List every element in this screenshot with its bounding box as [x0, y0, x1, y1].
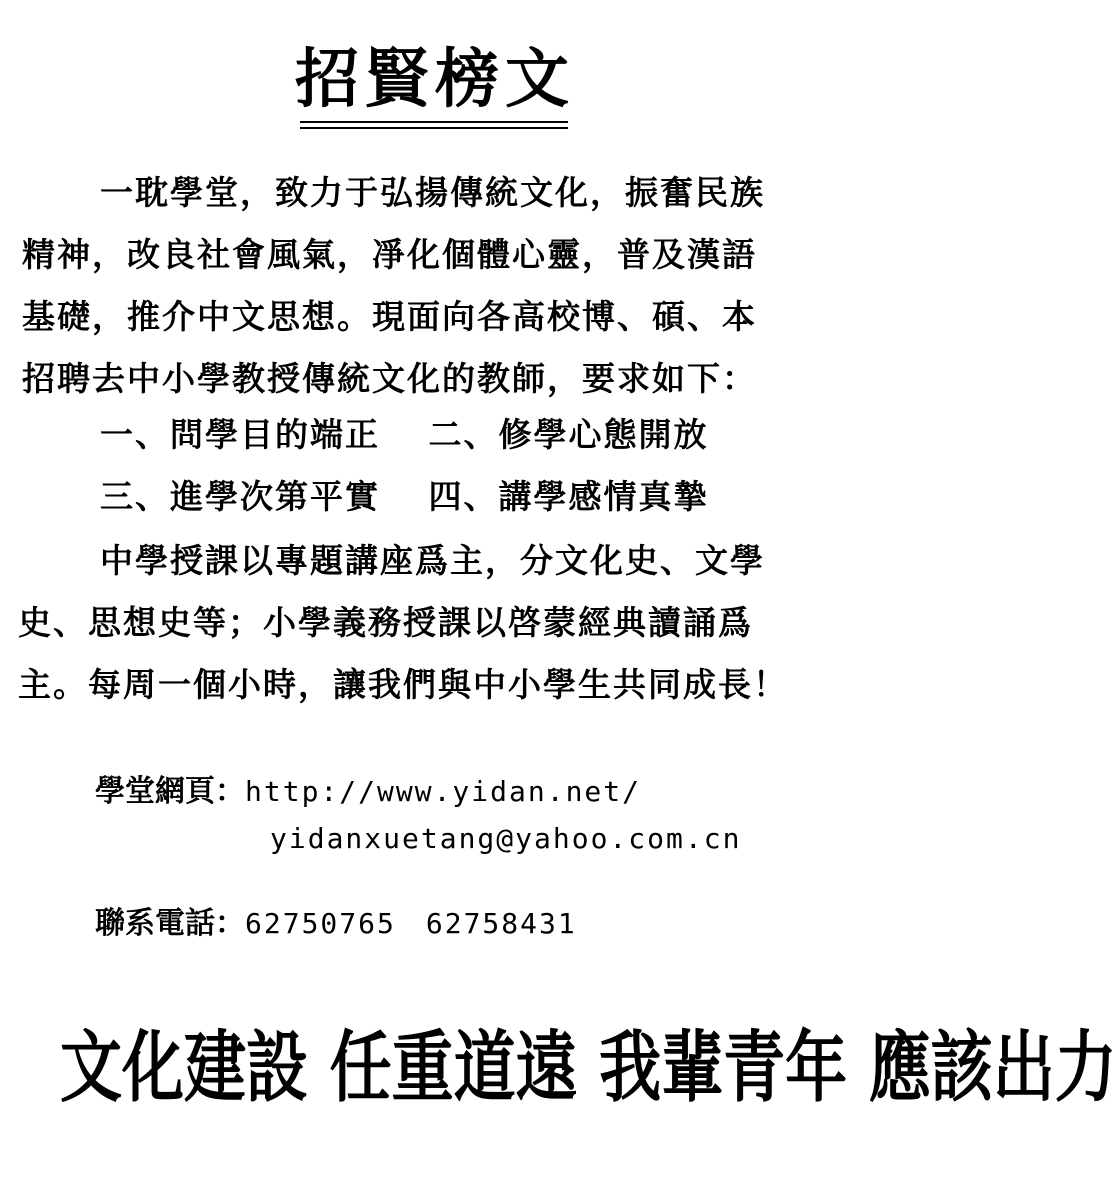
- requirements-list: [0, 404, 850, 528]
- intro-line: 招聘去中小學教授傳統文化的教師，要求如下：: [22, 359, 757, 398]
- email-row: [270, 822, 741, 856]
- details-line: 中學授課以專題講座爲主，分文化史、文學: [100, 541, 765, 580]
- phone-row: [95, 898, 577, 942]
- details-line: 史、思想史等；小學義務授課以啓蒙經典讀誦爲: [18, 603, 753, 642]
- page-title: 招賢榜文: [295, 43, 575, 117]
- website-link[interactable]: http://www.yidan.net/: [245, 775, 642, 808]
- intro-line: 精神，改良社會風氣，凈化個體心靈，普及漢語: [22, 235, 757, 274]
- details-paragraph: [0, 530, 850, 716]
- intro-paragraph: [0, 162, 850, 410]
- title-underline-top: [300, 121, 568, 123]
- slogan: 文化建設 任重道遠 我輩青年 應該出力: [60, 1021, 1117, 1113]
- intro-line: 一耽學堂，致力于弘揚傳統文化，振奮民族: [100, 173, 765, 212]
- phone-label: 聯系電話：: [95, 906, 245, 941]
- details-line: 主。每周一個小時，讓我們與中小學生共同成長！: [18, 665, 788, 704]
- website-label: 學堂網頁：: [95, 774, 245, 809]
- requirement-line: 一、問學目的端正 二、修學心態開放: [100, 415, 709, 454]
- intro-line: 基礎，推介中文思想。現面向各高校博、碩、本: [22, 297, 757, 336]
- website-row: [95, 766, 641, 810]
- requirement-line: 三、進學次第平實 四、講學感情真摯: [100, 477, 709, 516]
- email-address[interactable]: yidanxuetang@yahoo.com.cn: [270, 822, 742, 855]
- phone-numbers: 62750765 62758431: [245, 907, 577, 940]
- title-underline-bottom: [300, 127, 568, 129]
